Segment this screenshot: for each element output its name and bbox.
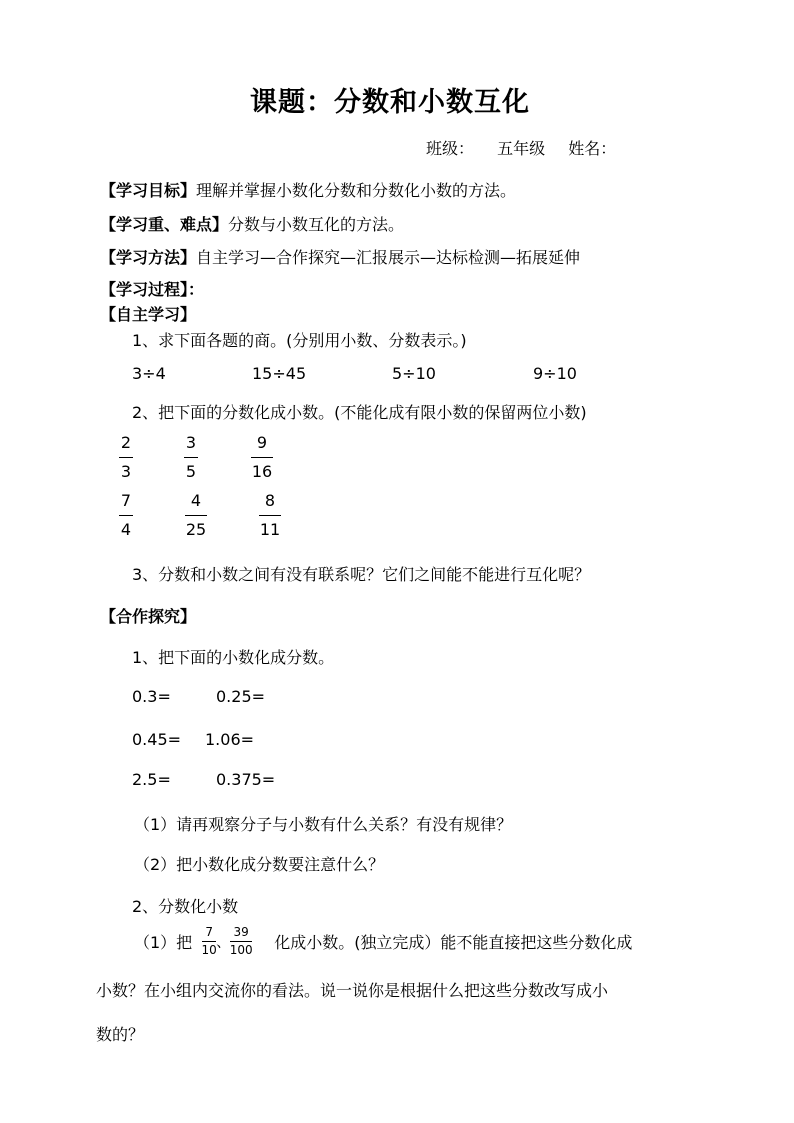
denominator: 4 <box>120 520 132 539</box>
q2-sub1-line2: 小数？在小组内交流你的看法。说一说你是根据什么把这些分数改写成小 <box>96 981 609 1000</box>
fraction-separator: 、 <box>216 934 231 951</box>
decimal-item: 0.45= <box>132 730 182 749</box>
self-study-q1: 1、求下面各题的商。(分别用小数、分数表示。) <box>132 331 467 350</box>
cooperative-q1: 1、把下面的小数化成分数。 <box>132 648 335 667</box>
division-item: 15÷45 <box>252 364 307 383</box>
method-text: 自主学习—合作探究—汇报展示—达标检测—拓展延伸 <box>196 248 581 267</box>
numerator: 7 <box>120 491 132 510</box>
numerator: 3 <box>185 433 197 452</box>
fraction <box>185 492 207 539</box>
key-points <box>100 212 404 235</box>
fraction <box>184 434 198 481</box>
decimal-item: 0.25= <box>216 687 266 706</box>
small-fraction <box>230 926 252 957</box>
small-fraction <box>202 926 216 957</box>
denominator: 11 <box>259 520 281 539</box>
self-study-heading: 【自主学习】 <box>100 305 197 324</box>
fraction <box>119 434 133 481</box>
key-points-tag: 【学习重、难点】 <box>100 215 229 234</box>
division-item: 9÷10 <box>533 364 577 383</box>
division-item: 3÷4 <box>132 364 166 383</box>
class-label: 班级： <box>426 139 475 158</box>
denominator: 3 <box>120 462 132 481</box>
self-study-q2: 2、把下面的分数化成小数。(不能化成有限小数的保留两位小数) <box>132 403 587 422</box>
cooperative-sub1: （1）请再观察分子与小数有什么关系？有没有规律？ <box>134 815 513 834</box>
cooperative-sub2: （2）把小数化成分数要注意什么？ <box>134 855 385 874</box>
numerator: 9 <box>256 433 268 452</box>
page-title: 课题：分数和小数互化 <box>250 87 530 118</box>
name-label: 姓名： <box>568 139 617 158</box>
cooperative-q2-sub1 <box>134 926 632 957</box>
fraction <box>119 492 133 539</box>
fraction <box>259 492 281 539</box>
division-item: 5÷10 <box>392 364 436 383</box>
denominator: 10 <box>201 943 217 957</box>
denominator: 5 <box>185 462 197 481</box>
fraction-bar <box>185 515 207 516</box>
q2-sub1-line3: 数的？ <box>96 1025 145 1044</box>
numerator: 2 <box>120 433 132 452</box>
q2-sub1-line1: 化成小数。(独立完成）能不能直接把这些分数化成 <box>274 933 633 952</box>
process-heading: 【学习过程】： <box>100 280 205 299</box>
learning-method <box>100 245 580 268</box>
cooperative-heading: 【合作探究】 <box>100 607 197 626</box>
fraction-bar <box>251 457 273 458</box>
goal-tag: 【学习目标】 <box>100 181 197 200</box>
denominator: 25 <box>185 520 207 539</box>
q2-sub1-prefix: （1）把 <box>134 933 193 952</box>
goal-text: 理解并掌握小数化分数和分数化小数的方法。 <box>196 181 517 200</box>
denominator: 100 <box>229 943 253 957</box>
fraction-bar <box>202 941 216 942</box>
denominator: 16 <box>251 462 273 481</box>
fraction-bar <box>230 941 252 942</box>
self-study-q3: 3、分数和小数之间有没有联系呢？它们之间能不能进行互化呢？ <box>132 565 591 584</box>
learning-goal <box>100 178 516 201</box>
decimal-item: 2.5= <box>132 770 171 789</box>
class-info <box>426 136 634 159</box>
numerator: 4 <box>190 491 202 510</box>
key-points-text: 分数与小数互化的方法。 <box>228 215 405 234</box>
fraction-bar <box>184 457 198 458</box>
cooperative-q2: 2、分数化小数 <box>132 897 239 916</box>
fraction <box>251 434 273 481</box>
decimal-item: 0.375= <box>216 770 276 789</box>
fraction-bar <box>119 457 133 458</box>
method-tag: 【学习方法】 <box>100 248 197 267</box>
decimal-item: 1.06= <box>205 730 255 749</box>
numerator: 39 <box>233 925 249 939</box>
fraction-bar <box>119 515 133 516</box>
numerator: 8 <box>264 491 276 510</box>
grade-value: 五年级 <box>497 139 546 158</box>
numerator: 7 <box>205 925 213 939</box>
fraction-bar <box>259 515 281 516</box>
decimal-item: 0.3= <box>132 687 171 706</box>
